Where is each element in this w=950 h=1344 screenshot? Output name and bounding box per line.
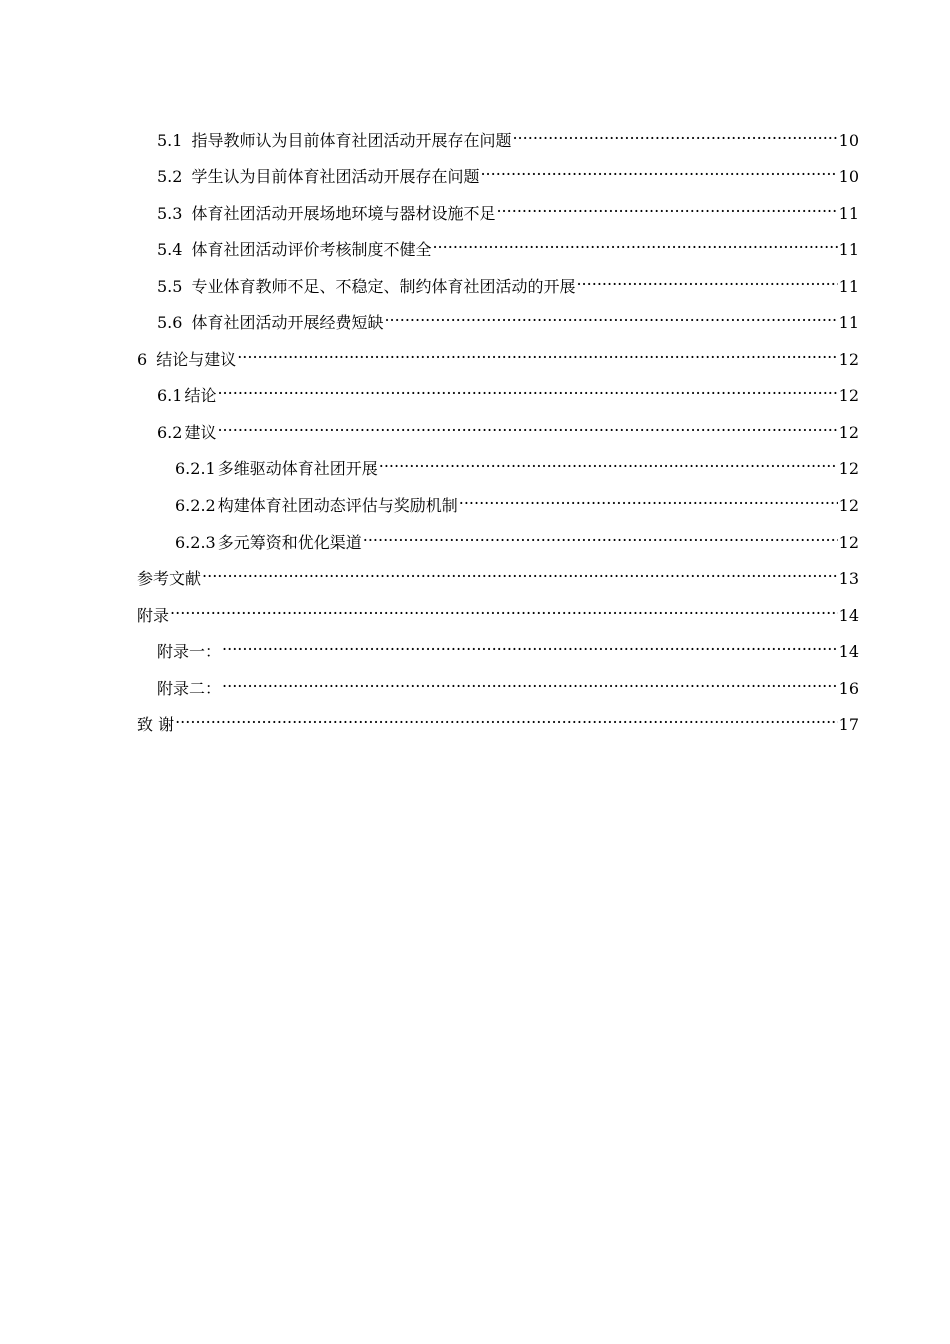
toc-entry-title: 结论与建议 bbox=[156, 350, 237, 369]
toc-entry-title: 体育社团活动开展经费短缺 bbox=[191, 313, 384, 332]
toc-entry-page: 14 bbox=[838, 606, 859, 625]
toc-entry-title: 学生认为目前体育社团活动开展存在问题 bbox=[191, 167, 480, 186]
toc-entry-title: 体育社团活动开展场地环境与器材设施不足 bbox=[191, 204, 496, 223]
toc-entry-number: 5.5 bbox=[157, 277, 183, 296]
toc-entry-6[interactable] bbox=[137, 341, 859, 369]
toc-entry-6-1[interactable] bbox=[157, 377, 859, 405]
toc-entry-5-4[interactable] bbox=[157, 231, 859, 259]
toc-entry-title: 建议 bbox=[184, 423, 217, 442]
toc-dot-leader bbox=[379, 450, 838, 474]
toc-entry-title: 构建体育社团动态评估与奖励机制 bbox=[217, 496, 458, 515]
toc-dot-leader bbox=[363, 524, 838, 548]
toc-entry-number: 5.1 bbox=[157, 131, 183, 150]
toc-entry-number: 6.2 bbox=[157, 423, 183, 442]
toc-dot-leader bbox=[222, 633, 838, 657]
toc-entry-5-6[interactable] bbox=[157, 304, 859, 332]
toc-entry-number: 6.2.1 bbox=[175, 459, 216, 478]
toc-entry-number: 6 bbox=[137, 350, 148, 369]
toc-entry-number: 6.2.2 bbox=[175, 496, 216, 515]
toc-entry-page: 11 bbox=[838, 277, 859, 296]
toc-entry-number: 5.4 bbox=[157, 240, 183, 259]
toc-entry-appendix[interactable] bbox=[137, 597, 859, 625]
toc-dot-leader bbox=[459, 487, 838, 511]
toc-entry-acknowledgements[interactable] bbox=[137, 706, 859, 734]
toc-entry-page: 12 bbox=[838, 459, 859, 478]
toc-dot-leader bbox=[202, 560, 838, 584]
toc-entry-title: 指导教师认为目前体育社团活动开展存在问题 bbox=[191, 131, 512, 150]
toc-entry-page: 12 bbox=[838, 496, 859, 515]
toc-entry-title: 附录 bbox=[137, 606, 170, 625]
toc-dot-leader bbox=[217, 414, 837, 438]
toc-dot-leader bbox=[170, 597, 838, 621]
toc-entry-6-2-3[interactable] bbox=[175, 524, 859, 552]
toc-entry-references[interactable] bbox=[137, 560, 859, 588]
toc-entry-page: 11 bbox=[838, 313, 859, 332]
toc-entry-6-2[interactable] bbox=[157, 414, 859, 442]
toc-dot-leader bbox=[432, 231, 837, 255]
toc-entry-number: 5.3 bbox=[157, 204, 183, 223]
toc-entry-page: 16 bbox=[838, 679, 859, 698]
toc-entry-number: 5.2 bbox=[157, 167, 183, 186]
toc-entry-6-2-2[interactable] bbox=[175, 487, 859, 515]
toc-entry-title: 多维驱动体育社团开展 bbox=[217, 459, 378, 478]
toc-entry-page: 11 bbox=[838, 240, 859, 259]
toc-entry-title: 致 谢 bbox=[137, 715, 175, 734]
toc-dot-leader bbox=[384, 304, 837, 328]
toc-entry-page: 12 bbox=[838, 423, 859, 442]
toc-dot-leader bbox=[217, 377, 837, 401]
toc-dot-leader bbox=[480, 158, 837, 182]
toc-dot-leader bbox=[222, 670, 838, 694]
toc-entry-number: 6.1 bbox=[157, 386, 183, 405]
toc-entry-page: 10 bbox=[838, 167, 859, 186]
toc-entry-5-5[interactable] bbox=[157, 268, 859, 296]
toc-dot-leader bbox=[237, 341, 837, 365]
toc-dot-leader bbox=[175, 706, 838, 730]
toc-entry-page: 12 bbox=[838, 350, 859, 369]
toc-entry-appendix-2[interactable] bbox=[157, 670, 859, 698]
toc-entry-title: 参考文献 bbox=[137, 569, 202, 588]
toc-entry-title: 附录一： bbox=[157, 642, 222, 661]
toc-dot-leader bbox=[576, 268, 837, 292]
toc-entry-page: 14 bbox=[838, 642, 859, 661]
toc-entry-5-2[interactable] bbox=[157, 158, 859, 186]
toc-entry-appendix-1[interactable] bbox=[157, 633, 859, 661]
toc-entry-page: 13 bbox=[838, 569, 859, 588]
toc-entry-page: 10 bbox=[838, 131, 859, 150]
toc-entry-title: 专业体育教师不足、不稳定、制约体育社团活动的开展 bbox=[191, 277, 576, 296]
toc-entry-5-1[interactable] bbox=[157, 122, 859, 150]
toc-entry-number: 5.6 bbox=[157, 313, 183, 332]
toc-entry-number: 6.2.3 bbox=[175, 533, 216, 552]
toc-entry-page: 17 bbox=[838, 715, 859, 734]
toc-entry-title: 体育社团活动评价考核制度不健全 bbox=[191, 240, 432, 259]
toc-entry-page: 11 bbox=[838, 204, 859, 223]
toc-entry-page: 12 bbox=[838, 386, 859, 405]
toc-entry-title: 多元筹资和优化渠道 bbox=[217, 533, 362, 552]
toc-entry-5-3[interactable] bbox=[157, 195, 859, 223]
toc-entry-title: 附录二： bbox=[157, 679, 222, 698]
toc-entry-page: 12 bbox=[838, 533, 859, 552]
toc-dot-leader bbox=[496, 195, 837, 219]
toc-entry-6-2-1[interactable] bbox=[175, 450, 859, 478]
toc-dot-leader bbox=[512, 122, 837, 146]
toc-entry-title: 结论 bbox=[184, 386, 217, 405]
